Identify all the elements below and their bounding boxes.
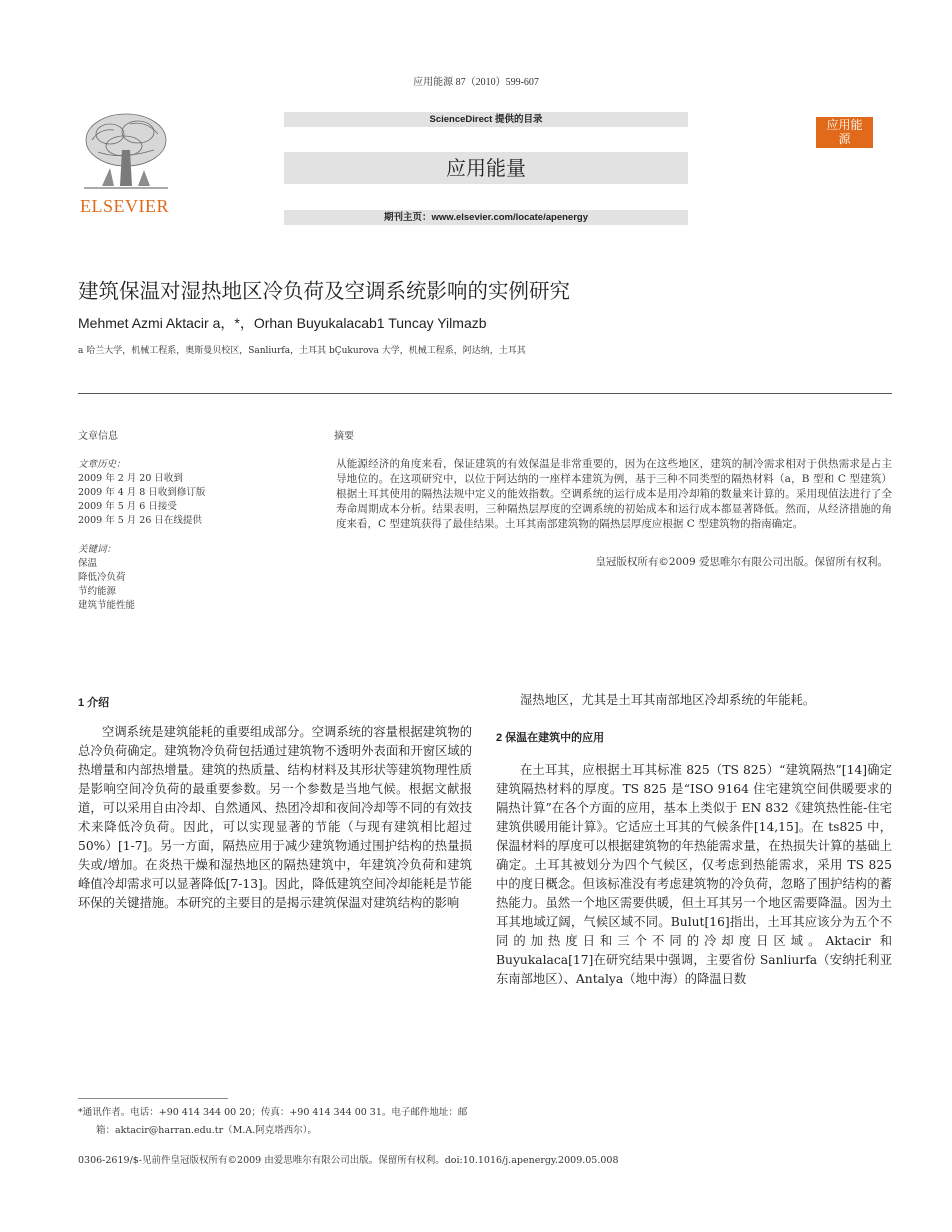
keyword: 保温	[78, 558, 98, 569]
journal-title: 应用能量	[284, 152, 688, 184]
journal-cover-badge	[816, 117, 873, 148]
elsevier-wordmark: ELSEVIER	[80, 196, 169, 216]
article-title: 建筑保温对湿热地区冷负荷及空调系统影响的实例研究	[78, 279, 570, 303]
article-info-heading: 文章信息	[78, 431, 118, 442]
section-2-heading: 2 保温在建筑中的应用	[496, 732, 605, 744]
section-1-heading: 1 介绍	[78, 697, 110, 709]
section-1-continuation: 湿热地区，尤其是土耳其南部地区冷却系统的年能耗。	[520, 693, 816, 707]
history-label: 文章历史：	[78, 459, 126, 470]
keyword: 建筑节能性能	[78, 600, 136, 611]
keywords-label: 关键词：	[78, 544, 117, 555]
author-list: Mehmet Azmi Aktacir a，*，Orhan Buyukalacab1 Tuncay Yilmazb	[78, 315, 487, 331]
divider	[78, 393, 892, 394]
abstract-text: 从能源经济的角度来看，保证建筑的有效保温是非常重要的，因为在这些地区，建筑的制冷需求相对于供热需求是占主导地位的。在这项研究中，以位于阿达纳的一座样本建筑为例，基于三种不同类型的隔热材料（a，B 型和 C 型建筑）根据土耳其使用的隔热法规中定义的能效指数。空调系统的运行成本是用冷却箱的数量来计算的。采用现值法进行了全寿命周期成本分析。结果表明，三种隔热层厚度的空调系统的初始成本和运行成本都显著降低。然而，从经济措施的角度来看，C 型建筑获得了最佳结果。土耳其南部建筑物的隔热层厚度应根据 C 型建筑物的指南确定。	[336, 458, 892, 530]
corresponding-author-email: 箱：aktacir@harran.edu.tr（M.A.阿克塔西尔）。	[96, 1125, 318, 1136]
elsevier-logo	[80, 110, 174, 220]
journal-reference: 应用能源 87（2010）599-607	[413, 77, 539, 88]
corresponding-author-footnote: *通讯作者。电话：+90 414 344 00 20；传真：+90 414 344 00 31。电子邮件地址：邮	[78, 1107, 468, 1118]
history-online: 2009 年 5 月 26 日在线提供	[78, 515, 202, 526]
history-revised: 2009 年 4 月 8 日收到修订版	[78, 487, 206, 498]
page-footer: 0306-2619/$-见前件皇冠版权所有©2009 由爱思唯尔有限公司出版。保留所有权利。doi:10.1016/j.apenergy.2009.05.008	[78, 1155, 619, 1166]
abstract-heading: 摘要	[334, 431, 354, 442]
history-received: 2009 年 2 月 20 日收到	[78, 473, 183, 484]
footnote-divider	[78, 1098, 228, 1099]
affiliations: a 哈兰大学，机械工程系，奥斯曼贝校区，Sanliurfa，土耳其 bÇukurova 大学，机械工程系，阿达纳，土耳其	[78, 346, 526, 356]
cover-badge-line1: 应用能	[826, 118, 863, 132]
sciencedirect-banner: ScienceDirect 提供的目录	[284, 112, 688, 127]
tree-icon	[80, 110, 172, 194]
journal-homepage: 期刊主页：www.elsevier.com/locate/apenergy	[284, 210, 688, 225]
cover-badge-line2: 源	[838, 132, 851, 146]
section-1-body: 空调系统是建筑能耗的重要组成部分。空调系统的容量根据建筑物的总冷负荷确定。建筑物冷负荷包括通过建筑物不透明外表面和开窗区域的热增量和内部热增量。建筑的热质量、结构材料及其形状等建筑物理性质是影响空间冷负荷的最重要参数。另一个参数是当地气候。根据文献报道，可以采用自由冷却、自然通风、热团冷却和夜间冷却等不同的有效技术来降低冷负荷。因此，可以实现显著的节能（与现有建筑相比超过 50%）[1-7]。另一方面，隔热应用于减少建筑物通过围护结构的热量损失或/增加。在炎热干燥和湿热地区的隔热建筑中，年建筑冷负荷和建筑峰值冷却需求可以显著降低[7-13]。因此，降低建筑空间冷却能耗是节能环保的关键措施。本研究的主要目的是揭示建筑保温对建筑结构的影响	[78, 725, 472, 910]
history-accepted: 2009 年 5 月 6 日接受	[78, 501, 177, 512]
keyword: 节约能源	[78, 586, 117, 597]
keyword: 降低冷负荷	[78, 572, 126, 583]
section-2-body: 在土耳其，应根据土耳其标准 825（TS 825）“建筑隔热”[14]确定建筑隔热材料的厚度。TS 825 是“ISO 9164 住宅建筑空间供暖要求的隔热计算”在各个方面的应用，基本上类似于 EN 832《建筑热性能-住宅建筑供暖用能计算》。它适应土耳其的气候条件[14,15]。在 ts825 中，保温材料的厚度可以根据建筑物的年热能需求量，在热损失计算的基础上确定。土耳其被划分为四个气候区，仅考虑到热能需求，采用 TS 825 中的度日概念。但该标准没有考虑建筑物的冷负荷，忽略了围护结构的蓄热能力。虽然一个地区需要供暖，但土耳其另一个地区需要降温。因为土耳其地域辽阔，气候区域不同。Bulut[16]指出，土耳其应该分为五个不同的加热度日和三个不同的冷却度日区域。Aktacir 和 Buyukalaca[17]在研究结果中强调，主要省份 Sanliurfa（安纳托利亚东南部地区）、Antalya（地中海）的降温日数	[496, 763, 892, 986]
copyright-notice: 皇冠版权所有©2009 爱思唯尔有限公司出版。保留所有权利。	[595, 556, 888, 568]
